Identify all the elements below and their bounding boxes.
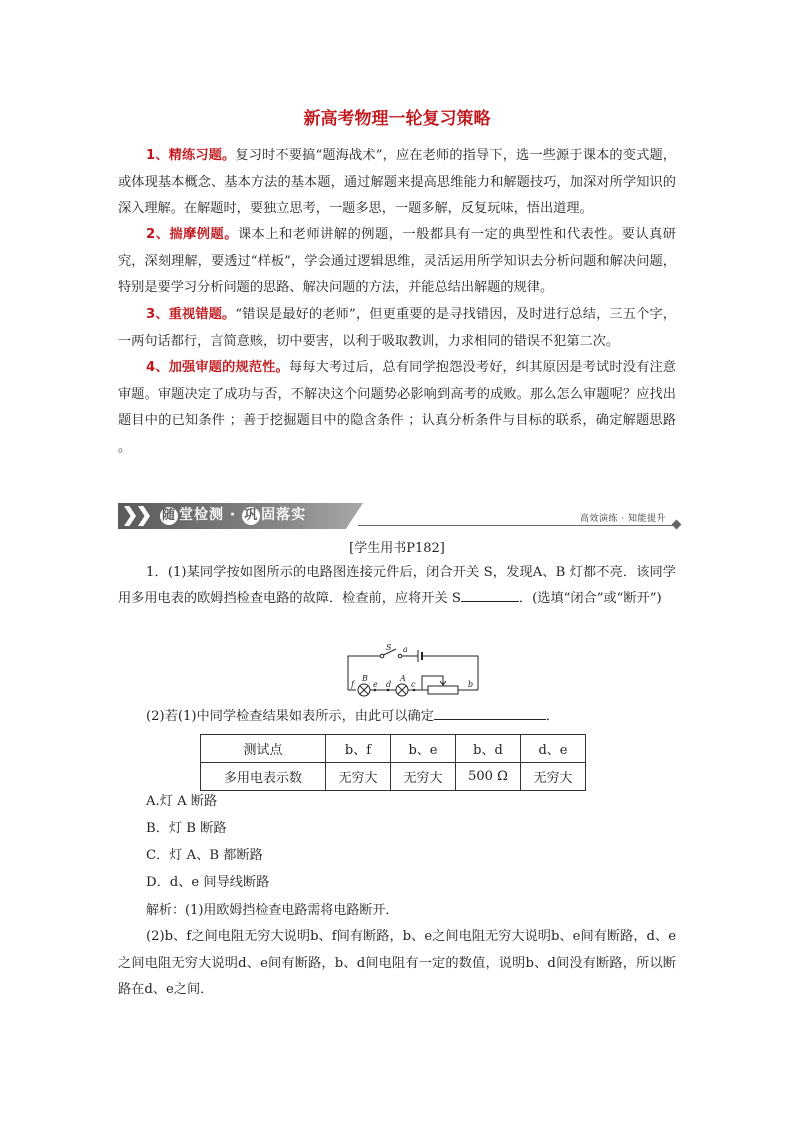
strategy-3: [118, 302, 676, 355]
strategy-3-text: “错误是最好的老师”，但更重要的是寻找错因，及时进行总结，三五个字，一两句话都行，言简意赅，切中要害，以利于吸取教训，力求相同的错误不犯第二次。: [118, 307, 676, 349]
strategy-3-keyword: 3、重视错题。: [146, 307, 236, 322]
q1-text: 1．(1)某同学按如图所示的电路图连接元件后，闭合开关 S，发现A、B 灯都不亮．该同学用多用电表的欧姆挡检查电路的故障．检查前，应将开关 S: [118, 565, 676, 606]
strategy-2-keyword: 2、揣摩例题。: [146, 227, 238, 242]
q2-text-tail: ．: [545, 709, 560, 724]
table-header-cell: 测试点: [201, 735, 326, 763]
question-1-part-2: [146, 704, 559, 724]
option-b: B．灯 B 断路: [146, 821, 227, 836]
table-cell: 多用电表示数: [201, 763, 326, 791]
rheostat: [428, 686, 458, 694]
table-cell: 无穷大: [326, 763, 391, 791]
rheostat-slider-wire: [422, 676, 443, 690]
q1-text-tail: ．(选填“闭合”或“断开”): [518, 591, 662, 606]
table-header-row: [201, 735, 586, 763]
switch-contact-left: [380, 654, 384, 658]
label-e: e: [373, 680, 378, 689]
label-f: f: [351, 680, 354, 689]
strategy-1: [118, 143, 676, 223]
label-lamp-a: A: [400, 674, 406, 683]
page-title: 新高考物理一轮复习策略: [303, 109, 491, 129]
question-1-part-1: [118, 560, 676, 612]
strategy-4-text: 每每大考过后，总有同学抱怨没考好，纠其原因是考试时没有注意审题。审题决定了成功与否，不解决这个问题势必影响到高考的成败。那么怎么审题呢？应找出题目中的已知条件 ；善于挖掘题目中的隐含条件 ；认真分析条件与目标的联系，确定解题思路 。: [118, 360, 676, 455]
table-header-cell: d、e: [521, 735, 586, 763]
section-banner: [118, 500, 680, 534]
table-header-cell: b、d: [456, 735, 521, 763]
banner-text-2: 固落实: [261, 507, 307, 523]
label-s: S: [386, 643, 392, 652]
option-d: D．d、e 间导线断路: [146, 875, 270, 890]
label-c: c: [411, 680, 416, 689]
table-header-cell: b、f: [326, 735, 391, 763]
banner-text-1: 堂检测 ·: [179, 507, 243, 523]
label-d: d: [386, 680, 392, 689]
strategy-4: [118, 355, 676, 461]
banner-divider: [358, 525, 676, 526]
option-a: A.灯 A 断路: [146, 794, 218, 809]
label-lamp-b: B: [362, 674, 368, 683]
strategy-1-text: 复习时不要搞“题海战术”，应在老师的指导下，选一些源于课本的变式题，或体现基本概念、基本方法的基本题，通过解题来提高思维能力和解题技巧，加深对所学知识的深入理解。在解题时，要独立思考，一题多思，一题多解，反复玩味，悟出道理。: [118, 148, 676, 216]
table-cell: 无穷大: [521, 763, 586, 791]
strategy-2: [118, 222, 676, 302]
answer-blank-1: [461, 586, 519, 602]
table-cell: 无穷大: [391, 763, 456, 791]
option-c: C．灯 A、B 都断路: [146, 848, 263, 863]
banner-subtitle: 高效演练 · 知能提升: [579, 514, 666, 524]
strategy-2-text: 课本上和老师讲解的例题，一般都具有一定的典型性和代表性。要认真研究，深刻理解，要透过“样板”，学会通过逻辑思维，灵活运用所学知识去分析问题和解决问题，特别是要学习分析问题的思路、解决问题的方法，并能总结出解题的规律。: [118, 227, 676, 295]
label-a: a: [403, 645, 408, 654]
book-reference: [学生用书P182]: [349, 541, 445, 556]
switch-contact-right: [398, 654, 402, 658]
banner-title: [160, 504, 306, 525]
table-header-cell: b、e: [391, 735, 456, 763]
strategy-1-keyword: 1、精练习题。: [146, 148, 236, 163]
banner-char-1: 随: [161, 508, 176, 523]
solution-part-1: 解析：(1)用欧姆挡检查电路需将电路断开．: [146, 903, 399, 918]
diamond-icon: [672, 520, 682, 530]
table-row: [201, 763, 586, 791]
answer-blank-2: [434, 704, 546, 720]
circuit-diagram: [344, 640, 484, 698]
banner-char-2: 巩: [244, 508, 259, 523]
table-cell: 500 Ω: [456, 763, 521, 791]
q2-text: (2)若(1)中同学检查结果如表所示，由此可以确定: [146, 709, 434, 724]
label-b: b: [468, 680, 474, 689]
solution-part-2: (2)b、f之间电阻无穷大说明b、f间有断路，b、e之间电阻无穷大说明b、e间有断路，d、e之间电阻无穷大说明d、e间有断路，b、d间电阻有一定的数值，说明b、d间没有断路，所以断路在d、e之间．: [118, 929, 676, 997]
strategy-4-keyword: 4、加强审题的规范性。: [146, 360, 289, 375]
results-table: [200, 734, 586, 791]
